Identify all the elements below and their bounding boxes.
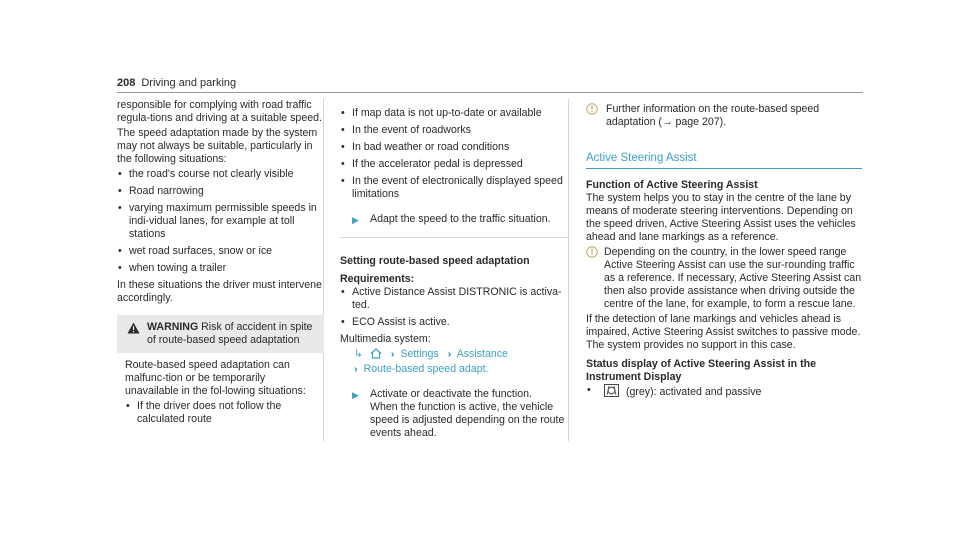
- nav-route-based-speed[interactable]: Route-based speed adapt.: [363, 363, 489, 375]
- chevron-right-icon: ››: [390, 349, 392, 360]
- enter-arrow-icon: ↳: [354, 348, 363, 360]
- malfunction-list: [340, 107, 568, 201]
- list-item: [586, 384, 864, 399]
- column-1: [117, 99, 322, 430]
- action-arrow-icon: ▶: [352, 215, 359, 225]
- warning-triangle-icon: [127, 322, 140, 338]
- info-icon: [586, 103, 598, 119]
- nav-assistance[interactable]: Assistance: [456, 348, 508, 360]
- warning-label: WARNING: [147, 321, 199, 333]
- activate-detail: When the function is active, the vehicle speed is adjusted depending on the route events ahead.: [370, 401, 565, 439]
- function-text: The system helps you to stay in the centre of the lane by means of moderate steering interventions. Depending on the speed driven, Active Steering Assist uses the vehicles ahead and lane markings as a reference.: [586, 192, 856, 243]
- activate-action: [340, 388, 568, 440]
- warning-title: Risk of accident in spite of route-based speed adaptation: [147, 321, 313, 346]
- warning-list: [125, 400, 316, 426]
- home-icon[interactable]: [370, 348, 382, 363]
- list-item: • wet road surfaces, snow or ice: [117, 245, 322, 258]
- column-divider-2: [568, 99, 569, 441]
- chevron-right-icon: ››: [354, 364, 355, 375]
- list-item: • varying maximum permissible speeds in indi-vidual lanes, for example at toll stations: [117, 202, 322, 241]
- header-rule: [117, 92, 863, 93]
- intervene-paragraph: In these situations the driver must intervene accordingly.: [117, 279, 322, 304]
- page-number: 208: [117, 77, 136, 89]
- status-list: [586, 384, 864, 399]
- status-heading: Status display of Active Steering Assist in the Instrument Display: [586, 358, 816, 383]
- status-item-text: (grey): activated and passive: [625, 386, 762, 398]
- warning-text: Route-based speed adaptation can malfunc-tion or be temporarily unavailable in the fol-lowing situations:: [125, 359, 306, 397]
- list-item: • Road narrowing: [117, 185, 322, 198]
- warning-header: [117, 315, 324, 353]
- adapt-speed-action: [340, 213, 568, 226]
- nav-row-2: [354, 363, 568, 378]
- action-arrow-icon: ▶: [352, 390, 359, 400]
- further-info-text: Further information on the route-based speed adaptation (→ page 207).: [606, 103, 820, 128]
- intro-paragraph: responsible for complying with road traffic regula-tions and driving at a suitable speed.: [117, 99, 322, 124]
- list-item: • Active Distance Assist DISTRONIC is activa-ted.: [340, 286, 568, 312]
- warning-body: [117, 353, 324, 426]
- action-divider: [340, 237, 568, 238]
- list-item: • In bad weather or road conditions: [340, 141, 568, 154]
- requirements-label: Requirements:: [340, 273, 415, 285]
- detection-text: If the detection of lane markings and vehicles ahead is impaired, Active Steering Assist switches to passive mode. The system provides no support in this case.: [586, 313, 861, 351]
- country-note-text: Depending on the country, in the lower speed range Active Steering Assist can use the sur-rounding traffic as a reference. If necessary, Active Steering Assist can then also provide assistance when driving outside the centre of the lane, for example, to form a rescue lane.: [604, 246, 862, 310]
- navigation-path: [340, 348, 568, 378]
- list-item: • when towing a trailer: [117, 262, 322, 275]
- steering-assist-icon: [604, 384, 619, 397]
- situations-list: [117, 168, 322, 275]
- section-heading: Active Steering Assist: [586, 152, 862, 169]
- chevron-right-icon: ››: [447, 349, 449, 360]
- section-title: Driving and parking: [141, 77, 237, 89]
- list-item: • If the accelerator pedal is depressed: [340, 158, 568, 171]
- list-item: • the road's course not clearly visible: [117, 168, 322, 181]
- column-2: [340, 107, 568, 440]
- nav-settings[interactable]: Settings: [400, 348, 439, 360]
- list-item: • In the event of roadworks: [340, 124, 568, 137]
- setting-heading: Setting route-based speed adaptation: [340, 255, 530, 267]
- nav-row-1: [354, 348, 568, 363]
- list-item: • If map data is not up-to-date or available: [340, 107, 568, 120]
- info-icon: [586, 246, 598, 262]
- multimedia-label: Multimedia system:: [340, 333, 431, 345]
- country-note: [586, 246, 864, 311]
- adapt-speed-text: Adapt the speed to the traffic situation.: [370, 213, 551, 225]
- warning-box: [117, 315, 324, 426]
- activate-text: Activate or deactivate the function.: [370, 388, 532, 400]
- list-item: • ECO Assist is active.: [340, 316, 568, 329]
- page-header: [117, 77, 236, 90]
- function-heading: Function of Active Steering Assist: [586, 179, 758, 191]
- list-item: • If the driver does not follow the calculated route: [125, 400, 316, 426]
- suitability-paragraph: The speed adaptation made by the system may not always be suitable, particularly in the following situations:: [117, 127, 318, 165]
- list-item: • In the event of electronically displayed speed limitations: [340, 175, 568, 201]
- further-info-note: [586, 103, 864, 129]
- column-3: [586, 103, 864, 403]
- requirements-list: [340, 286, 568, 329]
